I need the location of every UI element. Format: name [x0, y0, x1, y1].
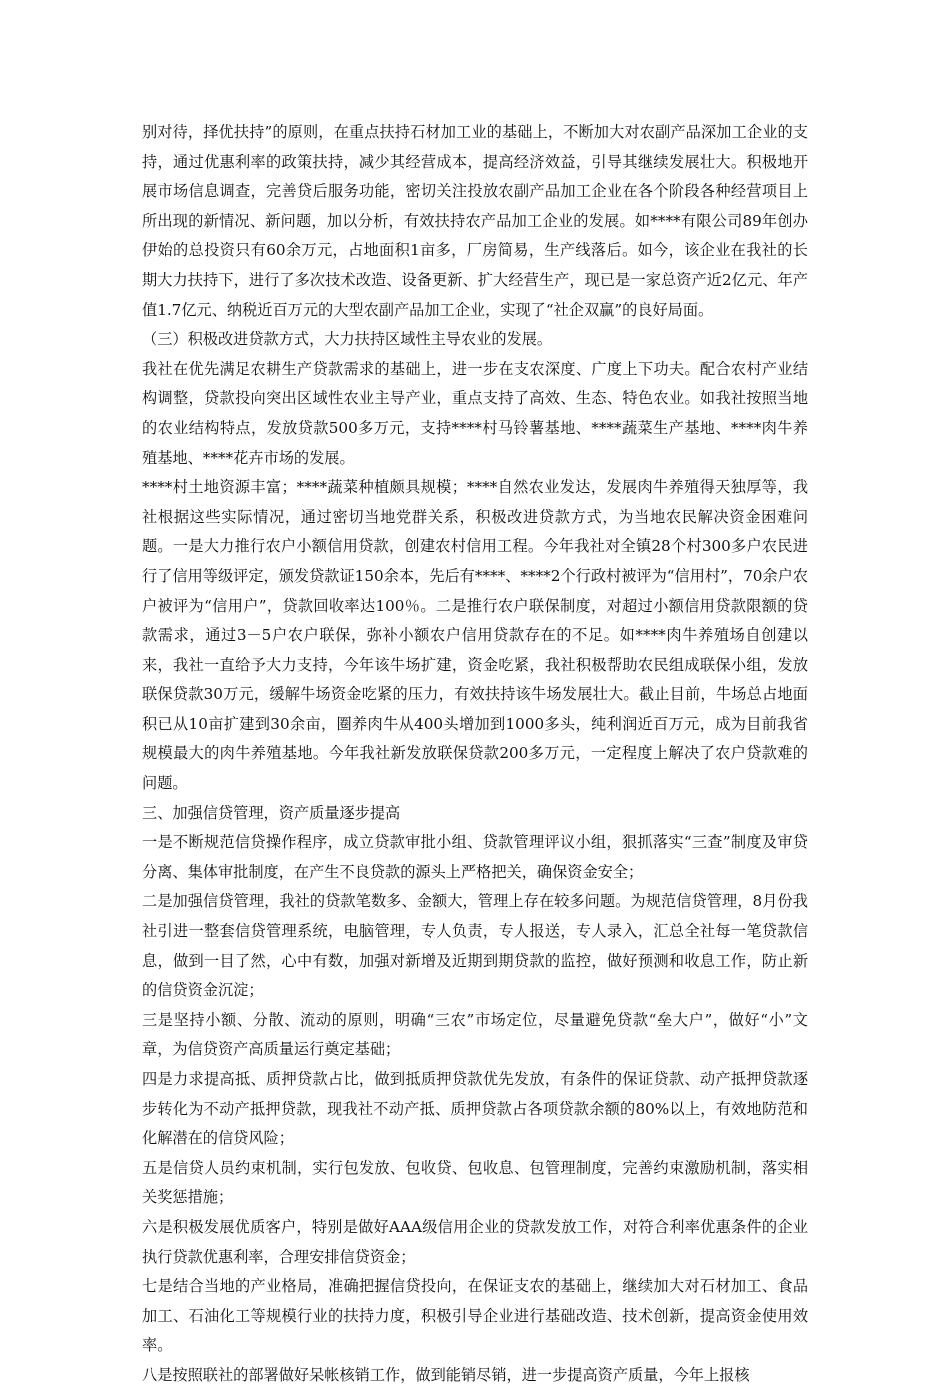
document-page: [142, 118, 808, 1391]
section-heading-3: （三）积极改进贷款方式，大力扶持区域性主导农业的发展。: [142, 330, 553, 349]
list-item-6: 六是积极发展优质客户，特别是做好AAA级信用企业的贷款发放工作，对符合利率优惠条件的企业执行贷款优惠利率，合理安排信贷资金；: [142, 1217, 808, 1266]
list-item-3: 三是坚持小额、分散、流动的原则，明确“三农”市场定位，尽量避免贷款“垒大户”，做好“小”文章，为信贷资产高质量运行奠定基础；: [142, 1010, 808, 1059]
list-item-4: 四是力求提高抵、质押贷款占比，做到抵质押贷款优先发放，有条件的保证贷款、动产抵押贷款逐步转化为不动产抵押贷款，现我社不动产抵、质押贷款占各项贷款余额的80%以上，有效地防范和化解潜在的信贷风险；: [142, 1070, 808, 1148]
paragraph-regional-agriculture: 我社在优先满足农耕生产贷款需求的基础上，进一步在支农深度、广度上下功夫。配合农村产业结构调整，贷款投向突出区域性农业主导产业，重点支持了高效、生态、特色农业。如我社按照当地的农业结构特点，发放贷款500多万元，支持****村马铃薯基地、****蔬菜生产基地、****肉牛养殖基地、****花卉市场的发展。: [142, 359, 808, 467]
list-item-2: 二是加强信贷管理，我社的贷款笔数多、金额大，管理上存在较多问题。为规范信贷管理，8月份我社引进一整套信贷管理系统，电脑管理，专人负责，专人报送，专人录入，汇总全社每一笔贷款信息，做到一目了然，心中有数，加强对新增及近期到期贷款的监控，做好预测和收息工作，防止新的信贷资金沉淀；: [142, 892, 808, 1000]
list-item-8: 八是按照联社的部署做好呆帐核销工作，做到能销尽销，进一步提高资产质量，今年上报核: [142, 1365, 750, 1384]
section-heading-credit-management: 三、加强信贷管理，资产质量逐步提高: [142, 803, 401, 822]
list-item-1: 一是不断规范信贷操作程序，成立贷款审批小组、贷款管理评议小组，狠抓落实“三查”制度及审贷分离、集体审批制度，在产生不良贷款的源头上严格把关，确保资金安全；: [142, 833, 808, 881]
list-item-5: 五是信贷人员约束机制，实行包发放、包收贷、包收息、包管理制度，完善约束激励机制，落实相关奖惩措施；: [142, 1158, 808, 1207]
paragraph-support-processing: 别对待，择优扶持”的原则，在重点扶持石材加工业的基础上，不断加大对农副产品深加工企业的支持，通过优惠利率的政策扶持，减少其经营成本，提高经济效益，引导其继续发展壮大。积极地开展市场信息调查，完善贷后服务功能，密切关注投放农副产品加工企业在各个阶段各种经营项目上所出现的新情况、新问题，加以分析，有效扶持农产品加工企业的发展。如****有限公司89年创办伊始的总投资只有60余万元，占地面积1亩多，厂房简易，生产线落后。如今，该企业在我社的长期大力扶持下，进行了多次技术改造、设备更新、扩大经营生产，现已是一家总资产近2亿元、年产值1.7亿元、纳税近百万元的大型农副产品加工企业，实现了“社企双赢”的良好局面。: [142, 123, 808, 319]
list-item-7: 七是结合当地的产业格局，准确把握信贷投向，在保证支农的基础上，继续加大对石材加工、食品加工、石油化工等规模行业的扶持力度，积极引导企业进行基础改造、技术创新，提高资金使用效率。: [142, 1277, 808, 1355]
paragraph-credit-projects: ****村土地资源丰富；****蔬菜种植颇具规模；****自然农业发达，发展肉牛养殖得天独厚等，我社根据这些实际情况，通过密切当地党群关系，积极改进贷款方式，为当地农民解决资金困难问题。一是大力推行农户小额信用贷款，创建农村信用工程。今年我社对全镇28个村300多户农民进行了信用等级评定，颁发贷款证150余本，先后有****、****2个行政村被评为“信用村”，70余户农户被评为“信用户”，贷款回收率达100％。二是推行农户联保制度，对超过小额信用贷款限额的贷款需求，通过3－5户农户联保，弥补小额农户信用贷款存在的不足。如****肉牛养殖场自创建以来，我社一直给予大力支持，今年该牛场扩建，资金吃紧，我社积极帮助农民组成联保小组，发放联保贷款30万元，缓解牛场资金吃紧的压力，有效扶持该牛场发展壮大。截止目前，牛场总占地面积已从10亩扩建到30余亩，圈养肉牛从400头增加到1000多头，纯利润近百万元，成为目前我省规模最大的肉牛养殖基地。今年我社新发放联保贷款200多万元，一定程度上解决了农户贷款难的问题。: [142, 478, 808, 793]
